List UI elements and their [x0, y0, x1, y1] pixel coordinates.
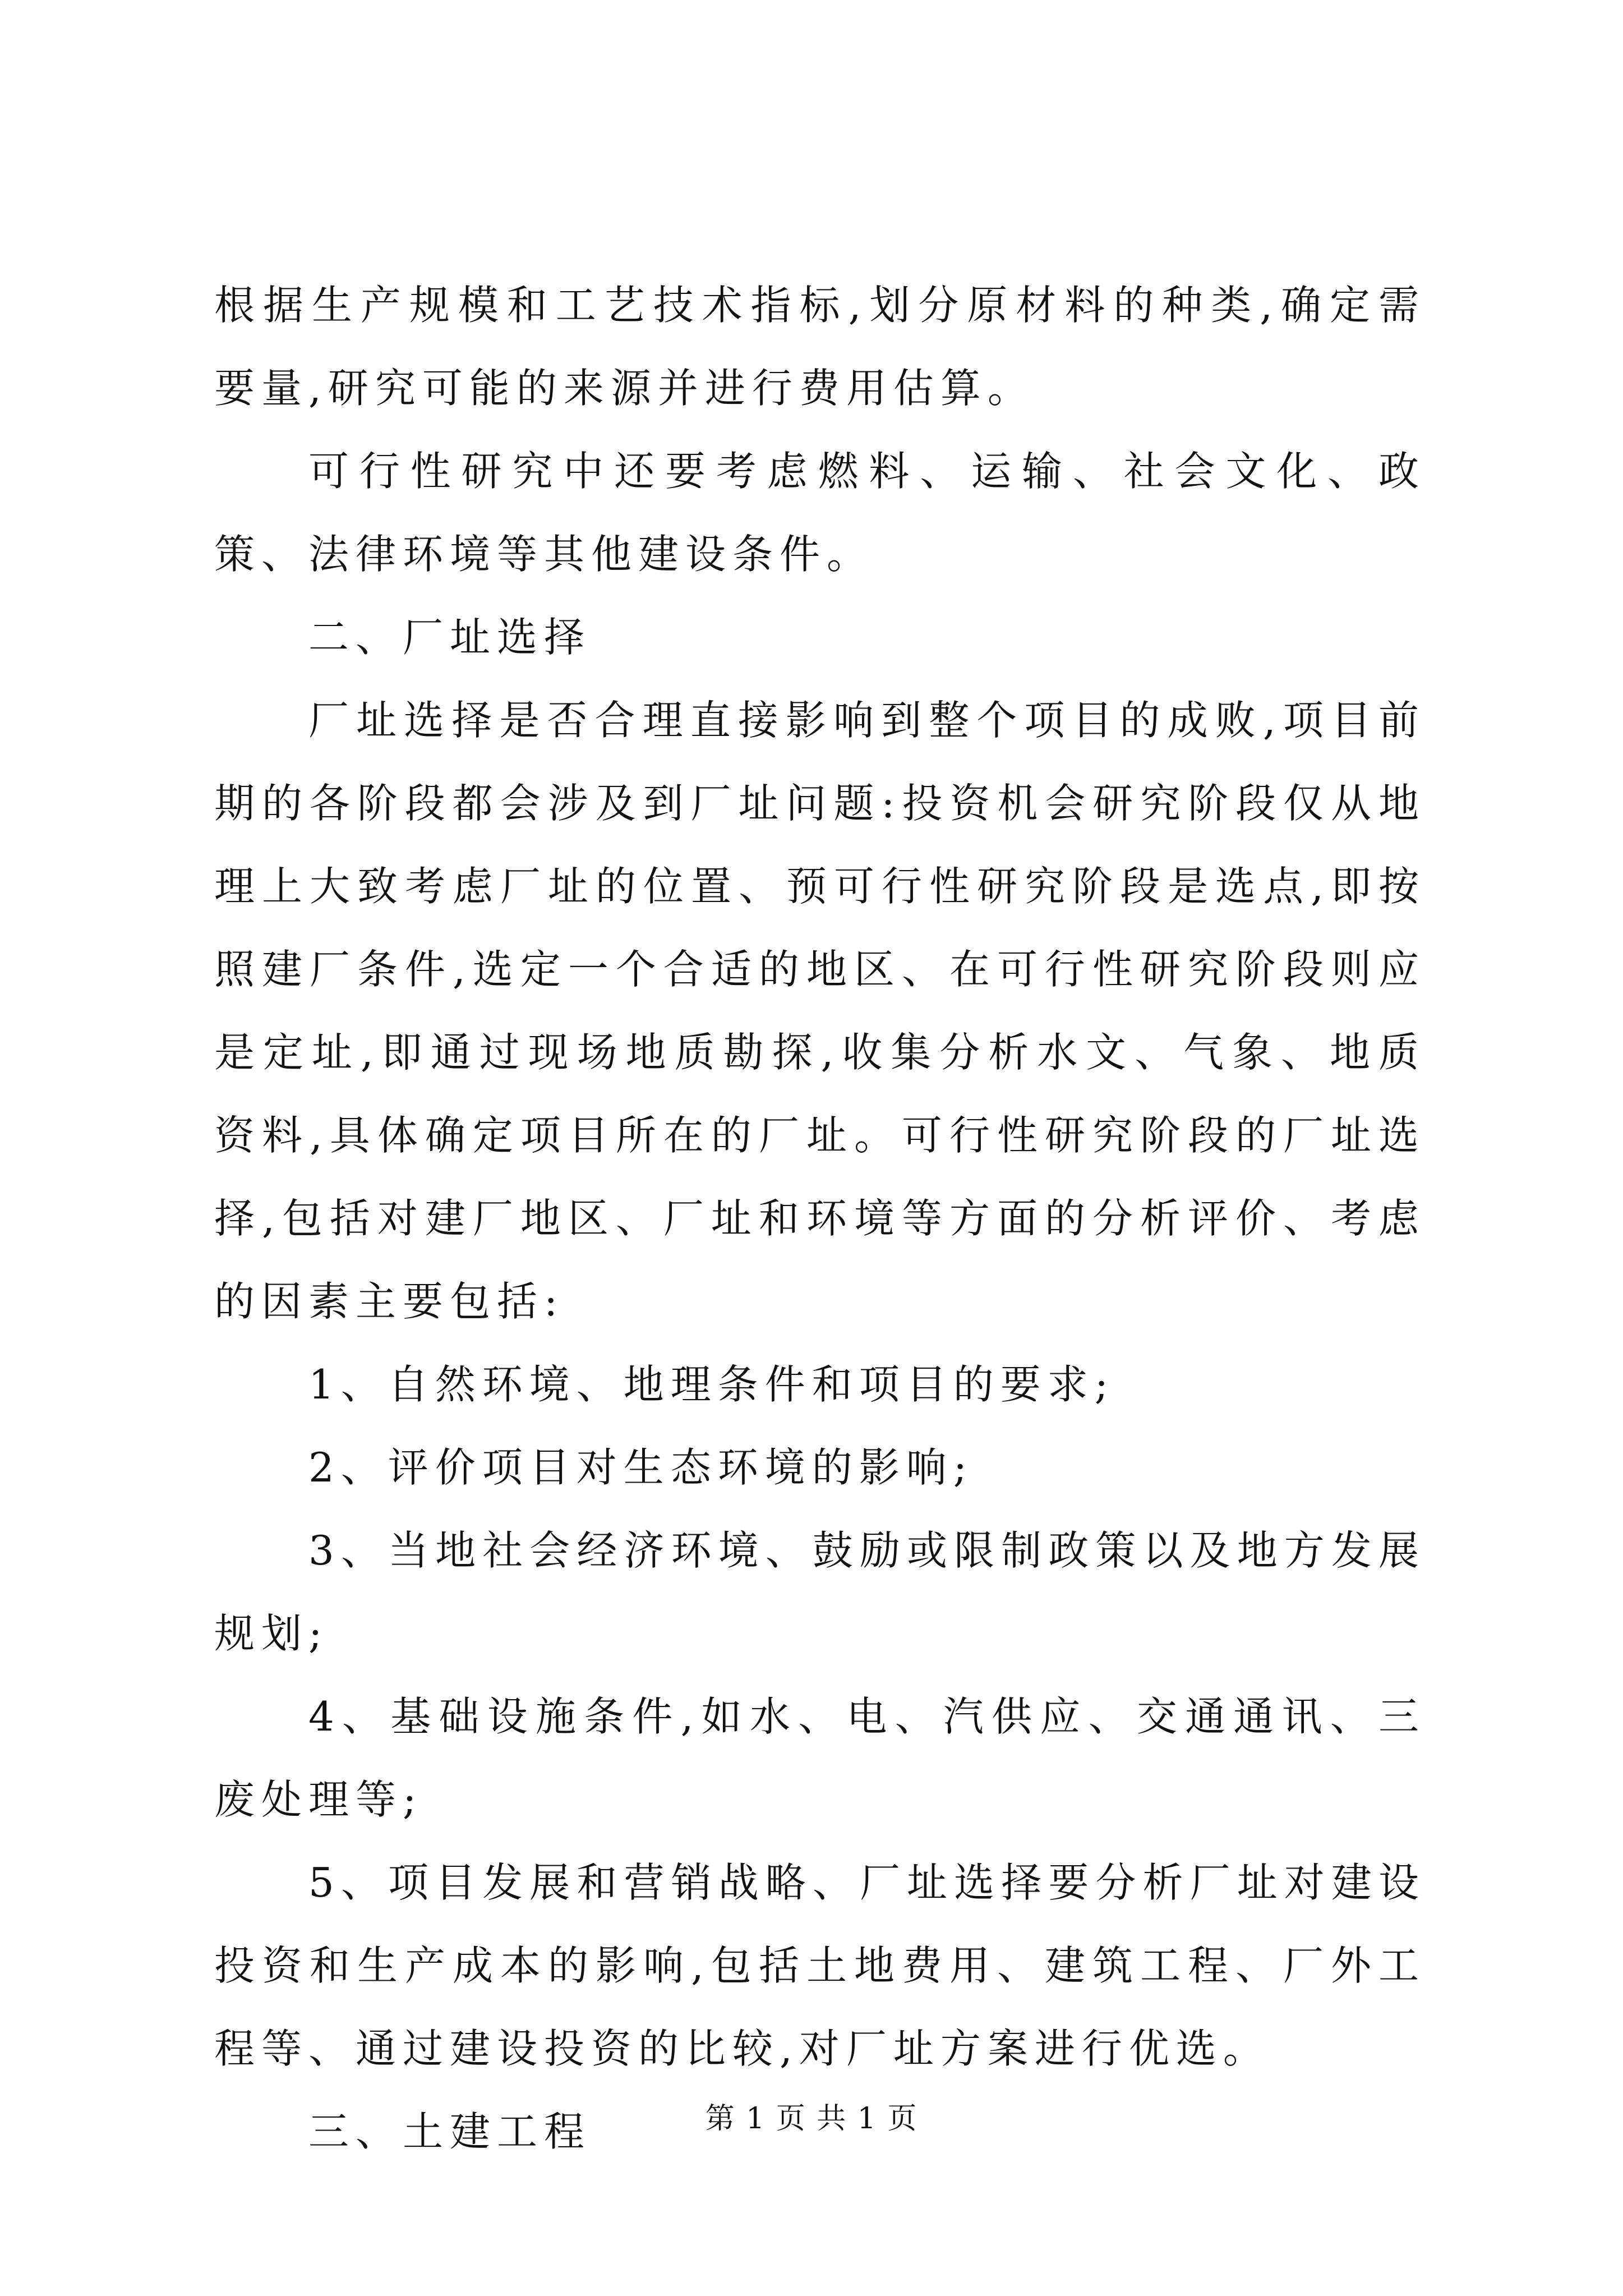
list-item-4: 4、基础设施条件,如水、电、汽供应、交通通讯、三废处理等;	[214, 1693, 1426, 1823]
paragraph-other-conditions: 可行性研究中还要考虑燃料、运输、社会文化、政策、法律环境等其他建设条件。	[214, 448, 1426, 578]
list-item-5: 5、项目发展和营销战略、厂址选择要分析厂址对建设投资和生产成本的影响,包括土地费用、建筑工程、厂外工程等、通过建设投资的比较,对厂址方案进行优选。	[214, 1859, 1426, 2072]
page-number-footer: 第 1 页 共 1 页	[705, 2102, 918, 2136]
list-item-3: 3、当地社会经济环境、鼓励或限制政策以及地方发展规划;	[214, 1527, 1426, 1657]
paragraph-site-selection: 厂址选择是否合理直接影响到整个项目的成败,项目前期的各阶段都会涉及到厂址问题:投资机会研究阶段仅从地理上大致考虑厂址的位置、预可行性研究阶段是选点,即按照建厂条件,选定一个合适的地区、在可行性研究阶段则应是定址,即通过现场地质勘探,收集分析水文、气象、地质资料,具体确定项目所在的厂址。可行性研究阶段的厂址选择,包括对建厂地区、厂址和环境等方面的分析评价、考虑的因素主要包括:	[214, 697, 1426, 1325]
document-body	[214, 264, 1426, 2173]
section-heading-civil-engineering: 三、土建工程	[308, 2108, 592, 2155]
paragraph-raw-materials: 根据生产规模和工艺技术指标,划分原材料的种类,确定需要量,研究可能的来源并进行费用估算。	[214, 282, 1426, 412]
section-heading-site-selection: 二、厂址选择	[308, 614, 592, 661]
list-item-2: 2、评价项目对生态环境的影响;	[308, 1444, 974, 1491]
list-item-1: 1、自然环境、地理条件和项目的要求;	[308, 1361, 1115, 1408]
